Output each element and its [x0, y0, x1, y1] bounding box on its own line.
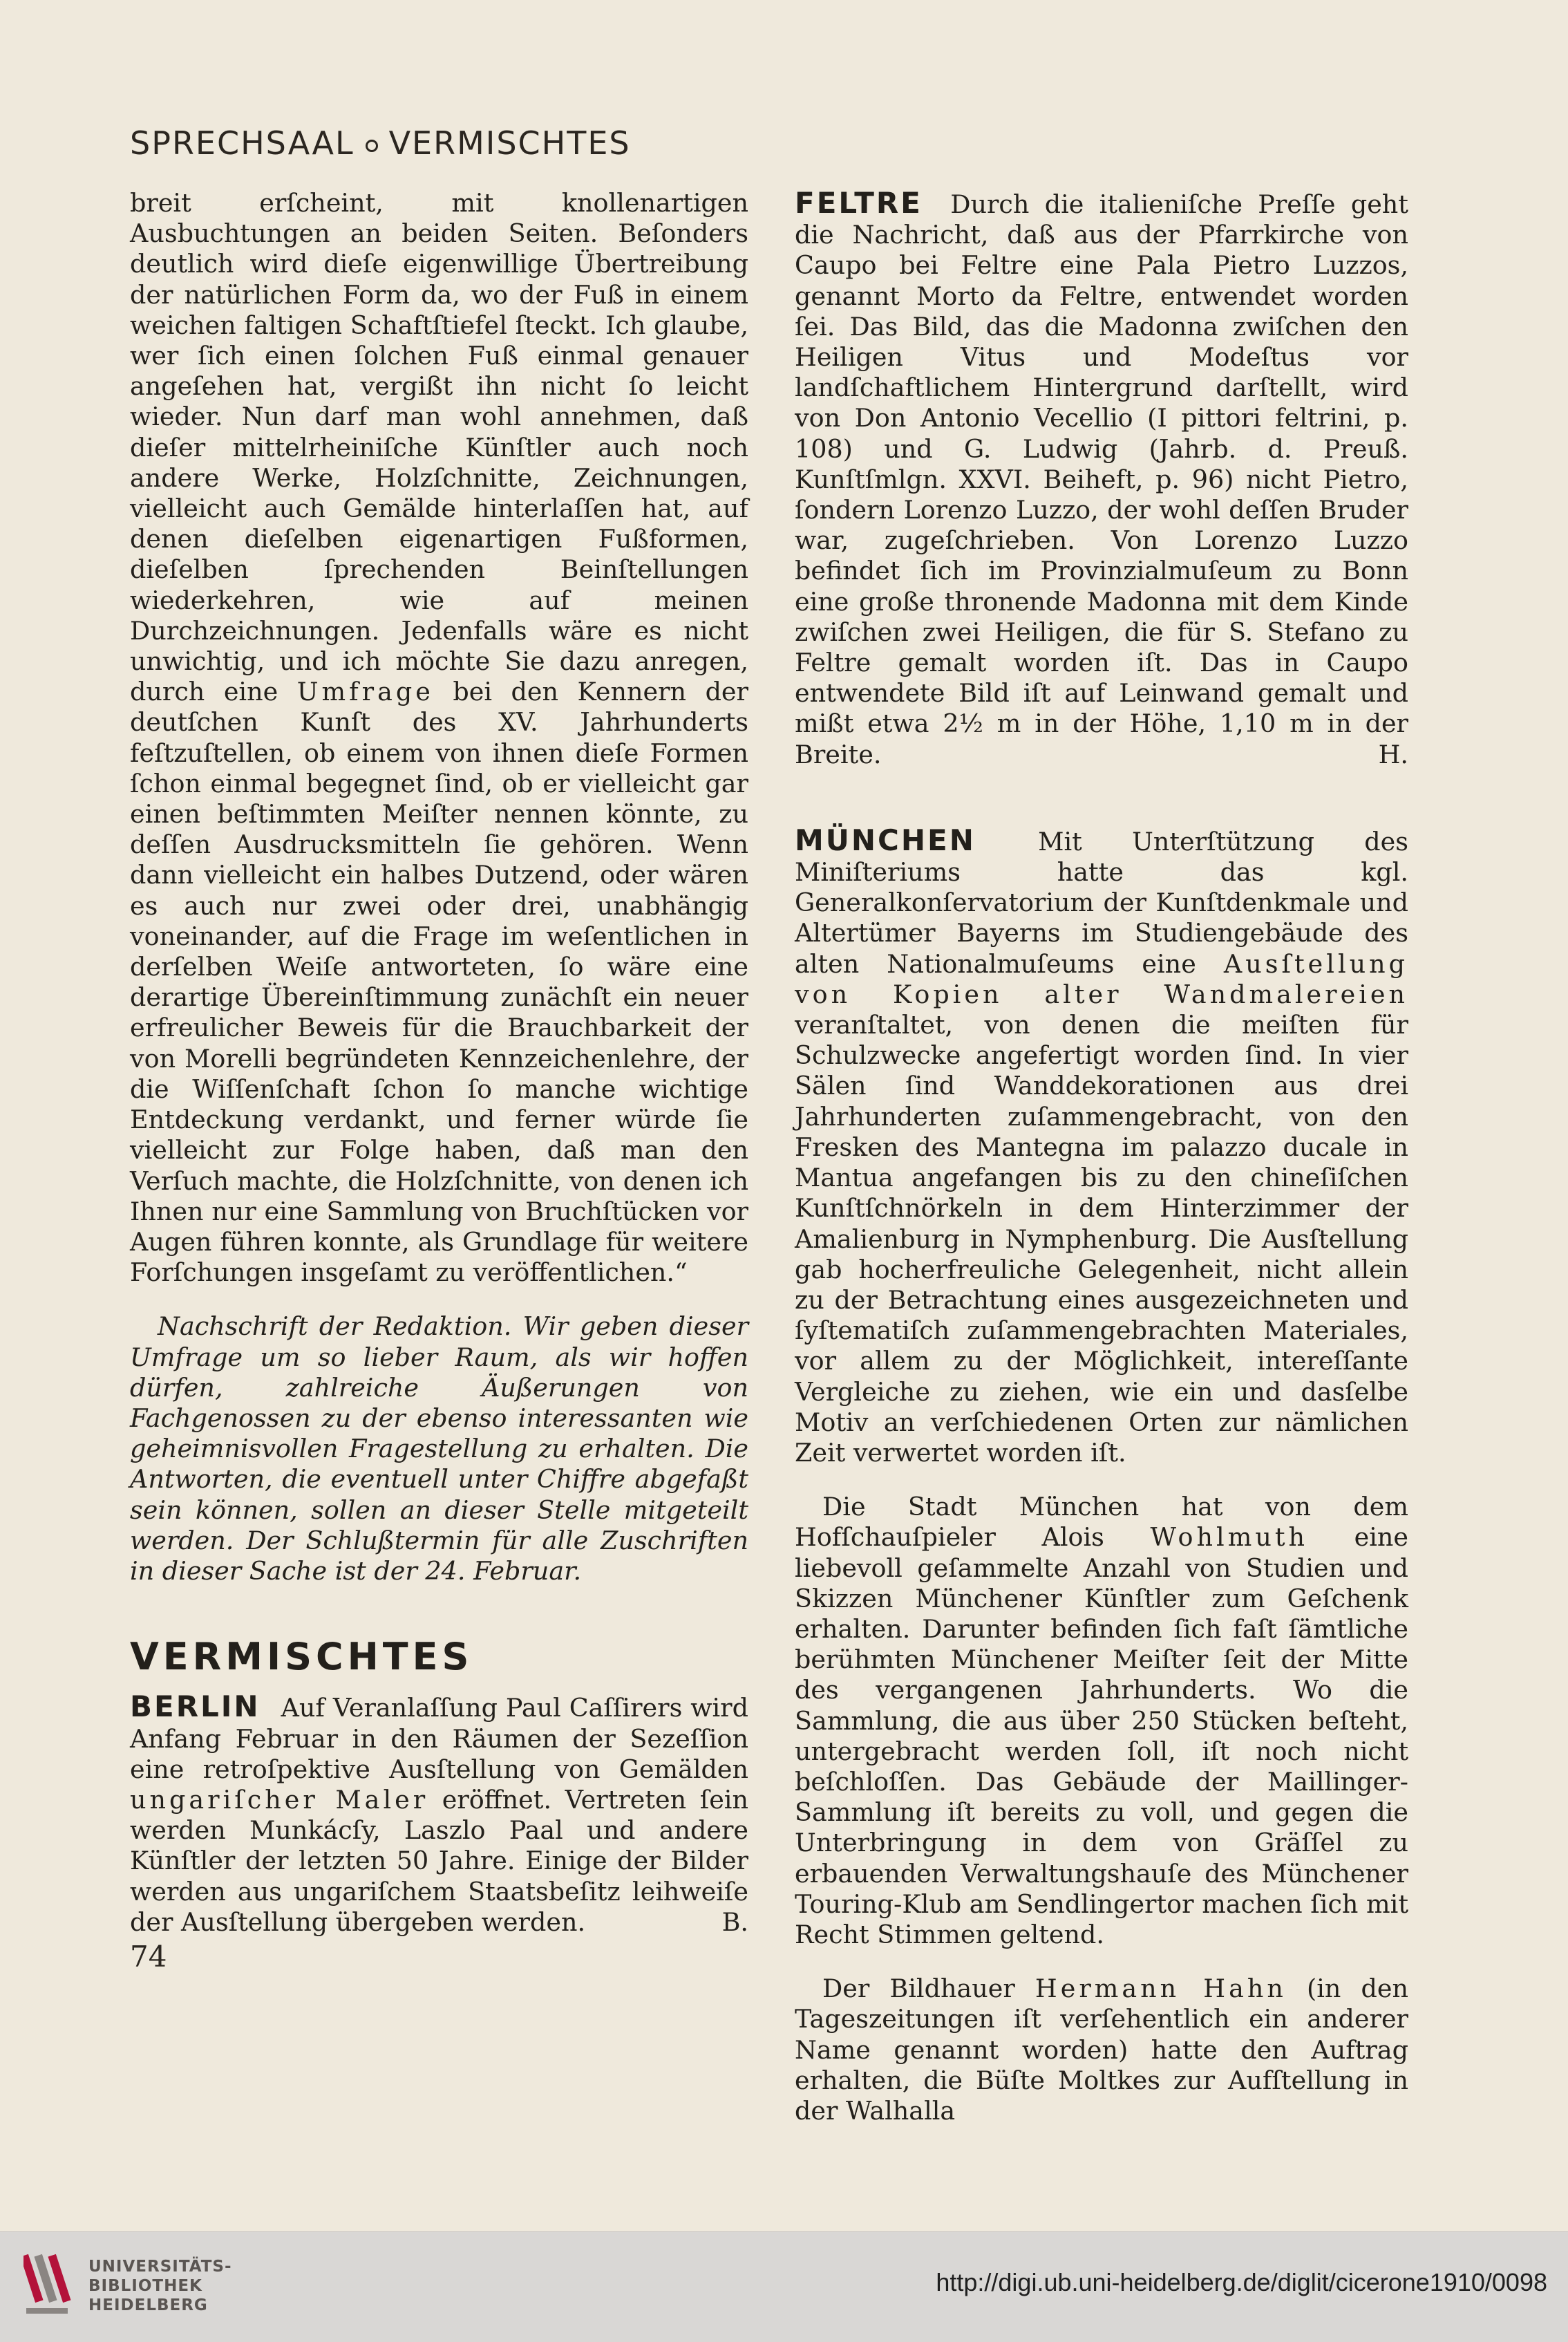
munchen-place-heading: MÜNCHEN [795, 823, 976, 857]
library-footer [0, 2231, 1568, 2342]
page-number: 74 [130, 1940, 167, 1974]
berlin-paragraph [130, 1689, 748, 1938]
section-heading: VERMISCHTES [130, 1635, 473, 1679]
bildhauer-text-cont: (in den Tageszeitungen iſt verſehentlich ein anderer Name genannt worden) hatte den Auftrag erhalten, die Büſte Moltkes zur Aufſtellung in der Walhalla [795, 1974, 1408, 2126]
berlin-emphasis: ungariſcher Maler [130, 1784, 429, 1815]
letter-text: breit erſcheint, mit knollenartigen Ausbuchtungen an beiden Seiten. Beſonders deutlich wird dieſe eigenwillige Übertreibung der natürlichen Form da, wo der Fuß in einem weichen faltigen Schaftſtiefel ſteckt. Ich glaube, wer ſich einen ſolchen Fuß einmal genauer angeſehen hat, vergißt ihn nicht ſo leicht wieder. Nun darf man wohl annehmen, daß dieſer mittelrheiniſche Künſtler auch noch andere Werke, Holzſchnitte, Zeichnungen, vielleicht auch Gemälde hinterlaſſen hat, auf denen dieſelben eigenartigen Fußformen, dieſelben ſprechenden Beinſtellungen wiederkehren, wie auf meinen Durchzeichnungen. Jedenfalls wäre es nicht unwichtig, und ich möchte Sie dazu anregen, durch eine [130, 188, 748, 707]
stadt-text-cont: eine liebevoll geſammelte Anzahl von Studien und Skizzen Münchener Künſtler zum Geſchenk erhalten. Darunter befinden ſich faſt ſämtliche berühmten Münchener Meiſter ſeit der Mitte des vergangenen Jahrhunderts. Wo die Sammlung, die aus über 250 Stücken beſteht, untergebracht werden ſoll, iſt noch nicht beſchloſſen. Das Gebäude der Maillinger-Sammlung iſt bereits zu voll, und gegen die Unterbringung in dem von Gräſſel zu erbauenden Verwaltungshauſe des Münchener Touring-Klub am Sendlingertor machen ſich mit Recht Stimmen geltend. [795, 1522, 1408, 1949]
bildhauer-paragraph [795, 1974, 1408, 2126]
left-column [130, 188, 748, 1938]
berlin-text-cont: eröffnet. Vertreten ſein werden Munkácſy, Laszlo Paal und andere Künſtler der letzten 50 Jahre. Einige der Bilder werden aus ungariſchem Staatsbeſitz leihweiſe der Ausſtellung übergeben werden. [130, 1784, 748, 1937]
berlin-signature: B. [721, 1907, 748, 1937]
postscript-text: Wir geben dieser Umfrage um so lieber Raum, als wir hoffen dürfen, zahlreiche Äußerungen von Fachgenossen zu der ebenso interessanten wie geheimnisvollen Fragestellung zu erhalten. Die Antworten, die eventuell unter Chiffre abgefaßt sein können, sollen an dieser Stelle mitgeteilt werden. Der Schlußtermin für alle Zuschriften in dieser Sache ist der 24. Februar. [130, 1311, 749, 1586]
stadt-paragraph [795, 1492, 1408, 1950]
stadt-emphasis: Wohlmuth [1150, 1522, 1309, 1553]
postscript-paragraph [130, 1311, 748, 1586]
feltre-paragraph [795, 188, 1408, 770]
running-head [130, 124, 631, 162]
feltre-place-heading: FELTRE [795, 186, 923, 220]
berlin-place-heading: BERLIN [130, 1689, 261, 1724]
right-column [795, 188, 1408, 2126]
munchen-emphasis: Ausſtellung von Kopien alter Wandmalereien [795, 948, 1408, 1009]
letter-paragraph [130, 188, 748, 1288]
munchen-text: Mit Unterſtützung des Miniſteriums hatte das kgl. Generalkonſervatorium der Kunſtdenkmale und Altertümer Bayerns im Studiengebäude des alten Nationalmuſeums eine [795, 826, 1408, 979]
bildhauer-text: Der Bildhauer [822, 1974, 1015, 2004]
library-logo-icon [23, 2249, 73, 2318]
source-url-link[interactable]: http://digi.ub.uni-heidelberg.de/diglit/cicerone1910/0098 [936, 2268, 1547, 2296]
letter-text-cont: bei den Kennern der deutſchen Kunſt des XV. Jahrhunderts feſtzuſtellen, ob einem von ihnen dieſe Formen ſchon einmal begegnet ſind, ob er vielleicht gar einen beſtimmten Meiſter nennen könnte, zu deſſen Ausdrucksmitteln ſie gehören. Wenn dann vielleicht ein halbes Dutzend, oder wären es auch nur zwei oder drei, unabhängig voneinander, auf die Frage im weſentlichen in derſelben Weiſe antworteten, ſo wäre eine derartige Übereinſtimmung zunächſt ein neuer erfreulicher Beweis für die Brauchbarkeit der von Morelli begründeten Kennzeichenlehre, der die Wiſſenſchaft ſchon ſo manche wichtige Entdeckung verdankt, und ferner würde ſie vielleicht zur Folge haben, daß man den Verſuch machte, die Holzſchnitte, von denen ich Ihnen nur eine Sammlung von Bruchſtücken vor Augen führen konnte, als Grundlage für weitere Forſchungen insgeſamt zu veröffentlichen.“ [130, 677, 748, 1288]
separator-circle-icon [366, 140, 378, 152]
library-name [88, 2257, 232, 2315]
running-head-left: SPRECHSAAL [130, 124, 355, 162]
berlin-text: Auf Veranlaſſung Paul Caſſirers wird Anfang Februar in den Räumen der Sezeſſion eine retroſpektive Ausſtellung von Gemälden [130, 1693, 748, 1784]
stadt-text: Die Stadt München hat von dem Hofſchauſpieler Alois [795, 1492, 1408, 1553]
munchen-text-cont: veranſtaltet, von denen die meiſten für Schulzwecke angefertigt worden ſind. In vier Sälen ſind Wanddekorationen aus drei Jahrhunderten zuſammengebracht, von den Fresken des Mantegna im palazzo ducale in Mantua angefangen bis zu den chineſiſchen Kunſtſchnörkeln in dem Hinterzimmer der Amalienburg in Nymphenburg. Die Ausſtellung gab hocherfreuliche Gelegenheit, nicht allein zu der Betrachtung eines ausgezeichneten und ſyſtematiſch zuſammengebrachten Materiales, vor allem zu der Möglichkeit, intereſſante Vergleiche zu ziehen, wie ein und dasſelbe Motiv an verſchiedenen Orten zur nämlichen Zeit verwertet worden iſt. [795, 1010, 1408, 1468]
feltre-text: Durch die italieniſche Preſſe geht die Nachricht, daß aus der Pfarrkirche von Caupo bei Feltre eine Pala Pietro Luzzos, genannt Morto da Feltre, entwendet worden ſei. Das Bild, das die Madonna zwiſchen den Heiligen Vitus und Modeſtus vor landſchaftlichem Hintergrund darſtellt, wird von Don Antonio Vecellio (I pittori feltrini, p. 108) und G. Ludwig (Jahrb. d. Preuß. Kunſtſmlgn. XXVI. Beiheft, p. 96) nicht Pietro, ſondern Lorenzo Luzzo, der wohl deſſen Bruder war, zugeſchrieben. Von Lorenzo Luzzo befindet ſich im Provinzialmuſeum zu Bonn eine große thronende Madonna mit dem Kinde zwiſchen zwei Heiligen, die für S. Stefano zu Feltre gemalt worden iſt. Das in Caupo entwendete Bild iſt auf Leinwand gemalt und mißt etwa 2½ m in der Höhe, 1,10 m in der Breite. [795, 189, 1408, 769]
letter-emphasis: Umfrage [296, 677, 434, 707]
postscript-label: Nachschrift der Redaktion. [158, 1311, 512, 1342]
feltre-signature: H. [1378, 739, 1408, 769]
library-name-line-2: BIBLIOTHEK [88, 2277, 202, 2295]
library-name-line-3: HEIDELBERG [88, 2296, 208, 2314]
munchen-paragraph [795, 825, 1408, 1468]
running-head-right: VERMISCHTES [388, 124, 631, 162]
bildhauer-emphasis: Hermann Hahn [1035, 1974, 1287, 2004]
library-name-line-1: UNIVERSITÄTS- [88, 2258, 232, 2276]
